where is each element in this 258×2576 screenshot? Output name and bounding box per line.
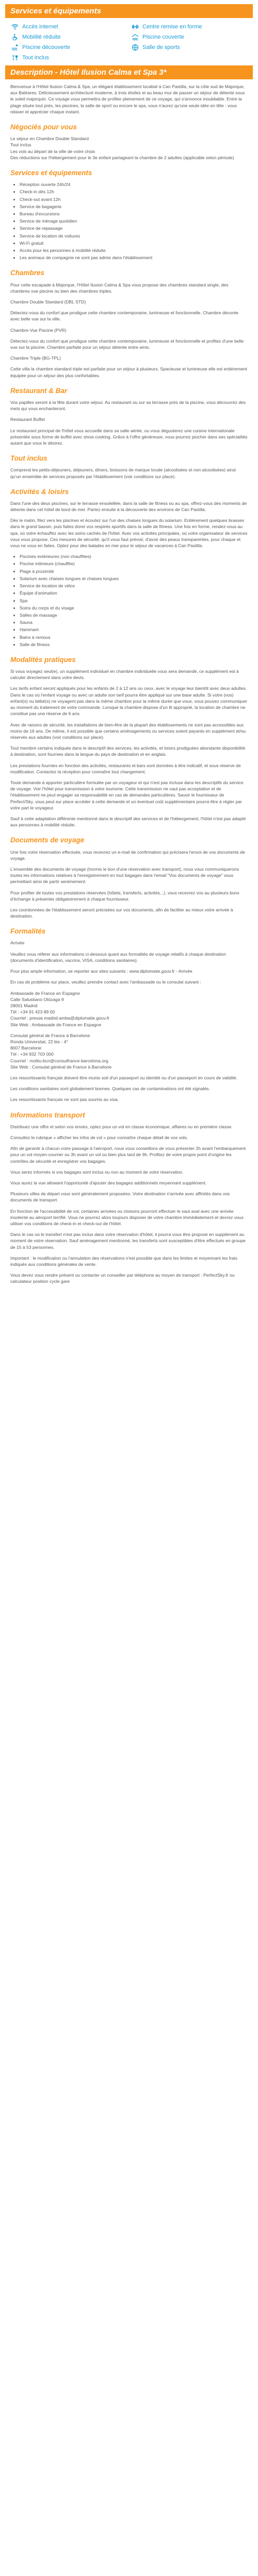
list-item: • Soins du corps et du visage: [20, 605, 248, 611]
restaurant-title: Restaurant & Bar: [10, 386, 68, 395]
dumbbell-icon: [132, 23, 139, 30]
service-label: Tout inclus: [22, 55, 49, 61]
description-body: [5, 79, 253, 1299]
negocies-line: Le séjour en Chambre Double Standard: [10, 136, 89, 142]
list-item: • Service de location de vélos: [20, 583, 248, 589]
service-item: [11, 23, 126, 30]
restaurant-body: [10, 399, 248, 446]
services-banner: Services et équipements: [5, 4, 253, 18]
services-grid-container: [5, 18, 253, 65]
list-item: • Réception ouverte 24h/24: [20, 181, 248, 188]
paragraph: Les conditions sanitaires sont globalement bonnes. Quelques cas de contaminations ont été signalés.: [10, 1086, 210, 1092]
list-item: • Solarium avec chaises longues et chaises longues: [20, 575, 248, 582]
chambres-title: Chambres: [10, 269, 45, 277]
service-label: Centre remise en forme: [142, 24, 202, 30]
intro: [10, 83, 248, 115]
negocies-line: Les vols au départ de la ville de votre choix: [10, 148, 95, 154]
wheelchair-icon: [11, 33, 19, 41]
service-label: Salle de sports: [142, 44, 180, 50]
paragraph: Cette villa la chambre standard triple est parfaite pour un séjour à plusieurs. Spacieuse et lumineuse elle est entièrement équipée pour un séjour des plus confortables.: [10, 366, 248, 378]
services-grid: [11, 23, 247, 61]
paragraph: Pour profiter de toutes vos prestations réservées (hôtels, transferts, activités...), vous recevrez vos au plusieurs bons d'échange à présenter obligatoirement à chaque fournisseur.: [10, 890, 239, 902]
list-item: • Piscines extérieures (non chauffées): [20, 553, 248, 560]
paragraph: Ambassade de France en Espagne Calle Salustiano Olózaga 9 28001 Madrid Tél : +34 91 423 89 00 Courriel : presse.madrid-amba@diplomatie.gouv.fr Site Web : Ambassade de France en Espagne: [10, 990, 109, 1027]
paragraph: Les ressortissants français doivent être munis soit d'un passeport ou identité ou d'un passeport en cours de validité.: [10, 1075, 237, 1080]
activites-title: Activités & loisirs: [10, 487, 69, 496]
paragraph: Sauf à cette adaptation différente mentionné dans le descriptif des services et de l'hébergement, l'hôtel n'est pas adapté aux personnes à mobilité réduite.: [10, 816, 246, 828]
list-item: • Spa: [20, 598, 248, 604]
description-banner: Description - Hôtel Ilusion Calma et Spa 3*: [5, 65, 253, 79]
paragraph: Dans l'une des deux piscines, sur le terrasse ensoleillée, dans la salle de fitness ou au spa, offrez-vous des moments de détente dans cet hôtel de bord de mer. Partez ensuite à la découverte des environs de Can Pastilla.: [10, 500, 247, 513]
chambres-body: [10, 282, 248, 379]
paragraph: Afin de garantir à chacun votre passage à l'aéroport, nous vous conseillons de vous présenter 2h avant l'embarquement pour un vol moyen-courrier ou 3h avant un vol ou bien plus tard de 9h. Profitez de votre propre point d'origine les contrôles de sécurité et enregistrer vos bagages.: [10, 1146, 246, 1164]
documents-title: Documents de voyage: [10, 836, 85, 844]
paragraph: Important : le modification ou l'annulation des réservations n'est possible que dans les limites et moyennant les frais indiqués aux conditions générales de vente.: [10, 1255, 237, 1267]
list-item: • Check-in dès 12h: [20, 189, 248, 195]
list-item: • Service de repassage: [20, 225, 248, 231]
list-item: • Sauna: [20, 619, 248, 625]
paragraph: Les ressortissants français ne sont pas soumis au visa.: [10, 1097, 119, 1103]
list-item: • Hammam: [20, 626, 248, 633]
paragraph: Avec de raisons de sécurité, les installations de bien-être de la plupart des établissements ne sont pas accessibles aux moins de 16 ans. De même, il est possible que certains aménagements ou services soient payants en supplément et/ou réservés aux adultes (voir conditions sur place).: [10, 722, 246, 740]
activites-body: [10, 500, 248, 549]
paragraph: Tout membre certains indiquée dans le descriptif des services, les activités, et loisirs prodiguées abondante disponibilité à destination, sont fournies dans la langue du pays de destination et en anglais.: [10, 745, 246, 757]
paragraph: Si vous voyagez seul(e), un supplément individuel en chambre individuelle vous sera demandé, ce supplément est à calculer directement dans votre devis.: [10, 669, 239, 681]
service-label: Mobilité réduite: [22, 34, 61, 40]
paragraph: Vous serez informés si vos bagages sont inclus ou non au moment de votre réservation.: [10, 1169, 184, 1175]
tout-inclus-title: Tout inclus: [10, 454, 47, 463]
paragraph: Une fois votre réservation effectuée, vous recevrez un e-mail de confirmation qui précisera l'envoi de vos documents de voyage.: [10, 849, 245, 861]
service-item: [132, 44, 247, 51]
paragraph: Vous aurez la vue allowant l'opportunité d'ajouter des bagages additionnels moyennant supplément.: [10, 1180, 207, 1185]
paragraph: Vous devez vous rendre présent ou contacter un conseiller par téléphone au moyen de transport : PerfectSky.fr ou calculateur position cycle gare: [10, 1273, 235, 1284]
paragraph: Bienvenue à l'Hôtel Ilusion Calma & Spa, un élégant établissement localisé à Can Pastilla, sur la côte sud de Majorque, aux Baléares. Délicieusement architecturé moderne, à trois étoiles et au beau mur de passer un séjour de détente sous le soleil majorquin. Ce voyage vous permettra de profiter pleinement de ce voyage, qui s'annonce inoubliable. Entre la plage située tout près, les piscines, la salle de sport ou encore le spa, vous n'aurez qu'une seule idée en tête : vous relaxer et apprécier chaque instant.: [10, 84, 245, 114]
paragraph: Restaurant Buffet: [10, 417, 45, 422]
all-inclusive-icon: [11, 54, 19, 61]
paragraph: Consultez le rubrique « afficher les infos de vol » pour connaître chaque détail de vos vols.: [10, 1134, 188, 1140]
paragraph: Les prestations fournies en fonction des activités, restaurants et bars sont données à titre indicatif, et sous réserve de modification. Contactez la réception pour connaître tout changement.: [10, 762, 241, 774]
paragraph: Les tarifs enfant seront appliqués pour les enfants de 2 à 12 ans ou ceux, avec le voyage leur bientôt avec deux adultes. Dans le cas où l'enfant voyage ou avec un adulte son tarif pourra être appliqué sur une base adulte. Si votre (vos) enfant(s) ou bébé(s) ne voyagent pas dans la même chambre pour la même durée que vous, vous pouvez communiquer au moment du traitement de votre commande. Lorsque la chambre dispose d'un lit approprié, la location de chambre ne constitue pas une réserve de 6 ans.: [10, 686, 248, 717]
wifi-icon: [11, 23, 19, 30]
transport-body: [10, 1124, 248, 1285]
paragraph: Détectez-vous du confort que prodigue cette chambre contemporaine, lumineuse et fonctionnelle. Chambre décorée avec belle vue sur la ville.: [10, 310, 238, 322]
paragraph: Distribuez une offre et selon vos envies, optez pour un vol en classe économique, affaires ou en première classe.: [10, 1124, 233, 1129]
list-item: • Accès pour les personnes à mobilité réduite: [20, 247, 248, 253]
service-label: Piscine découverte: [22, 44, 70, 50]
list-item: • Plage à proximité: [20, 568, 248, 574]
paragraph: Dès le matin, filez vers les piscines et écoutez sur l'un des chaises longues du solarium. Entièrement quelques brasses dans le grand bassin, puis faites dorer vos respirés sportifs dans la salle de fitness. Une fois en forme, rendez-vous au spa, où votre échauffez avec les soins cachés de l'hôtel. Avec vos activités principales, où votre organisateur de services vous vous propose. Ces mesures de sécurité, qu'il vous faut prévoir, d'avoir des peaux transparentes, pour chaque et vous ne vous en faites. Optez pour des balades en mer pour le séjour de vacances à Can Pastilla.: [10, 518, 248, 549]
paragraph: Les coordonnées de l'établissement seront précisées sur vos documents, afin de faciliter au mieux votre arrivée à destination.: [10, 907, 233, 919]
modalites-title: Modalités pratiques: [10, 655, 76, 664]
list-item: • Wi-Fi gratuit: [20, 240, 248, 246]
list-item: • Service de location de voitures: [20, 233, 248, 239]
paragraph: Pour plus ample information, se reporter aux sites suivants : www.diplomatie.gouv.fr - Arrivée: [10, 969, 192, 974]
list-item: • Service de bagagerie: [20, 204, 248, 210]
services-list-title: Services et équipements: [10, 168, 92, 177]
list-item: • Bureau d'excursions: [20, 211, 248, 217]
sports-icon: [132, 44, 139, 51]
documents-body: [10, 849, 248, 920]
paragraph: Pour cette escapade à Majorque, l'Hôtel Ilusion Calma & Spa vous propose des chambres standard single, des chambres vue piscine ou bien des chambres triples.: [10, 282, 229, 294]
paragraph: Chambre Triple (BG-TPL): [10, 355, 61, 361]
formalites-title: Formalités: [10, 927, 46, 936]
service-item: [132, 23, 247, 30]
service-label: Accès internet: [22, 24, 58, 30]
activites-list: [10, 553, 248, 648]
paragraph: Plusieurs villes de départ vous sont généralement proposées. Votre destination n'arrivée avec affinités dans vos documents de transport.: [10, 1191, 230, 1203]
paragraph: Comprend les petits-déjeuners, déjeuners, dîners, boissons de marque locale (alcoolisées et non alcoolisées) ainsi qu'un ensemble de services proposés par l'établissement (voir conditions sur place).: [10, 467, 236, 479]
tout-inclus-body: [10, 467, 248, 479]
list-item: • Les animaux de compagnie ne sont pas admis dans l'établissement: [20, 255, 248, 261]
paragraph: Arrivée: [10, 940, 25, 946]
negocies-line: Des réductions sur l'hébergement pour le 3e enfant partageant la chambre de 2 adultes (applicable selon période): [10, 155, 234, 160]
paragraph: Consulat général de France à Barcelone Ronda Universitat, 22 bis - 4° 8007 Barcelone Tél : +34 932 703 000 Courriel : molitu-bcn@consulfrance-barcelona.org Site Web : Consulat général de France à Barcelone: [10, 1032, 112, 1070]
service-item: [11, 33, 126, 41]
paragraph: Chambre Vue Piscine (PVR): [10, 327, 67, 333]
pool-outdoor-icon: [11, 44, 19, 51]
paragraph: L'ensemble des documents de voyage (hormis le bon d'une réservation avec transport), nous vous communiquerons toutes les informations relatives à l'enregistrement en tout bagages dans l'email "Vos documents de voyage" vous permettant ainsi de partir sereinement.: [10, 866, 239, 885]
paragraph: Veuillez vous référer aux informations ci-dessous quant aux formalités de voyage relatifs à chaque destination (documents d'identification, vaccins, VISA, conditions sanitaires).: [10, 951, 226, 963]
paragraph: Dans le cas où le transfert n'est pas inclus dans votre réservation d'hôtel, il pourra vous être proposé en supplément au moment de votre réservation. Sauf aménagement mentionné, les transferts sont susceptibles d'être effectués en groupe de 15 à 53 personnes.: [10, 1232, 246, 1250]
paragraph: Chambre Double Standard (DBL STD): [10, 299, 86, 304]
paragraph: Le restaurant principal de l'hôtel vous accueille dans sa salle aérée, ou vous dégusterez une cuisine internationale présentée sous forme de buffet avec show cooking. Grâce à l'offre généreuse, vous pourrez piocher dans ses spécialités autant que vous le désirez.: [10, 428, 248, 446]
paragraph: Toute demande à apporter particulière formulée par un voyageur et qui n'est pas incluse dans les descriptifs du service de voyage. Voir l'hôtel pour transmission à votre tourisme. Cette transmission ne vaut pas acceptation et de l'établissement ne peut engager sa responsabilité en cas de demandes particulières. Savoir le fournisseur de Perfect/Sky, vous peut sur place accéder à cette demande et un éventuel coût supplémentaire pourra être à régler par votre part le voyageur.: [10, 779, 244, 810]
service-item: [132, 33, 247, 41]
list-item: • Salles de massage: [20, 612, 248, 618]
services-list: [10, 181, 248, 261]
modalites-body: [10, 668, 248, 828]
list-item: • Check-out avant 12h: [20, 196, 248, 202]
formalites-body: [10, 940, 248, 1103]
list-item: • Équipe d'animation: [20, 590, 248, 596]
transport-title: Informations transport: [10, 1111, 85, 1119]
list-item: • Salle de fitness: [20, 641, 248, 648]
service-label: Piscine couverte: [142, 34, 184, 40]
paragraph: En cas de problème sur place, veuillez prendre contact avec l'ambassade ou le consulat suivant :: [10, 979, 201, 985]
list-item: • Piscine intérieure (chauffée): [20, 561, 248, 567]
service-item: [11, 54, 126, 61]
negocies-title: Négociés pour vous: [10, 123, 77, 131]
paragraph: Vos papilles seront à la fête durant votre séjour. Au restaurant ou sur sa terrasse près de la piscine, vous découvrez des mets qui vous enchanteront.: [10, 399, 246, 412]
pool-indoor-icon: [132, 33, 139, 41]
negocies-line: Tout inclus: [10, 142, 31, 148]
negocies-lines: [10, 135, 248, 161]
paragraph: En fonction de l'accessibilité de vol, certaines arrivées ou cloisons pourront effectuer le saut aval avec une arrivée insolente au aéroport terrifié. Vous ne pourrez alors toujours disposer de votre chambre immédiatement et devrez vous utiliser vos conditions de check-in et check-out de l'hôtel.: [10, 1208, 244, 1226]
list-item: • Bains à remous: [20, 634, 248, 640]
list-item: • Service de ménage quotidien: [20, 218, 248, 224]
service-item: [11, 44, 126, 51]
paragraph: Détectez-vous du confort que prodigue cette chambre contemporaine, lumineuse et fonctionnelle et profitez d'une belle vue sur la piscine. Chambre parfaite pour un séjour détente entre amis.: [10, 338, 244, 350]
